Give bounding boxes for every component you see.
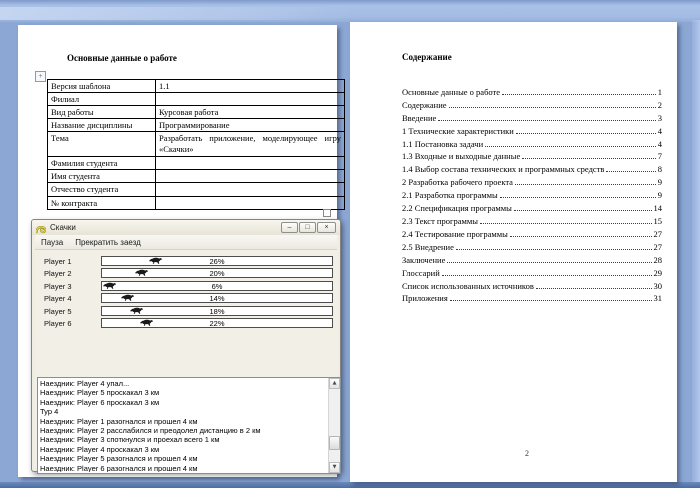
toc-entry-title: Введение xyxy=(402,112,437,123)
table-cell-value: Программирование xyxy=(156,119,345,132)
maximize-button[interactable] xyxy=(299,222,316,233)
dot-leader xyxy=(515,184,656,185)
log-line: Наездник: Player 6 разогнался и прошел 4 км xyxy=(40,463,198,472)
player-label: Player 5 xyxy=(44,306,72,316)
player-progress-value: 22% xyxy=(209,319,225,328)
toc-entry[interactable] xyxy=(402,278,662,291)
toc-entry-page: 31 xyxy=(653,293,662,304)
table-row xyxy=(48,119,345,132)
toc-entry-page: 1 xyxy=(657,86,662,97)
toc-entry-title: 2.2 Спецификация программы xyxy=(402,203,512,214)
dot-leader xyxy=(516,133,656,134)
player-label: Player 2 xyxy=(44,268,72,278)
toc-entry[interactable] xyxy=(402,226,662,239)
table-resize-handle[interactable] xyxy=(323,209,331,217)
table-row xyxy=(48,170,345,183)
table-cell-value xyxy=(156,183,345,197)
table-row xyxy=(48,93,345,106)
player-progress-value: 20% xyxy=(209,269,225,278)
log-line: Наездник: Player 5 проскакал 3 км xyxy=(40,388,160,398)
player-progress-value: 18% xyxy=(209,307,225,316)
toc-entry-page: 27 xyxy=(653,241,662,252)
toc-entry-title: Содержание xyxy=(402,99,447,110)
window-controls xyxy=(281,222,336,233)
toc-entry-page: 29 xyxy=(653,267,662,278)
dot-leader xyxy=(510,236,652,237)
player-progress-track xyxy=(101,318,333,328)
race-window xyxy=(31,219,341,472)
toc-entry-page: 4 xyxy=(657,138,662,149)
toc-entry-page: 15 xyxy=(653,215,662,226)
toc-entry-title: 2 Разработка рабочего проекта xyxy=(402,177,513,188)
dot-leader xyxy=(456,249,652,250)
toc-entry-page: 14 xyxy=(653,203,662,214)
toc-entry-title: 2.3 Текст программы xyxy=(402,215,478,226)
player-row xyxy=(35,292,333,304)
player-progress-track xyxy=(101,281,333,291)
toc-entry-page: 28 xyxy=(653,254,662,265)
minimize-button[interactable] xyxy=(281,222,298,233)
toc-heading: Содержание xyxy=(402,52,452,62)
dot-leader xyxy=(536,288,652,289)
dot-leader xyxy=(514,210,652,211)
toc-entry[interactable] xyxy=(402,174,662,187)
toc-entry[interactable] xyxy=(402,265,662,278)
toc-list xyxy=(402,84,662,303)
app-icon xyxy=(36,223,46,233)
toc-entry-title: Приложения xyxy=(402,293,448,304)
page-number: 2 xyxy=(525,449,529,458)
player-progress-track xyxy=(101,306,333,316)
table-cell-value xyxy=(156,93,345,106)
toc-entry-page: 8 xyxy=(657,164,662,175)
table-cell-label: Отчество студента xyxy=(48,183,156,197)
log-line: Наездник: Player 2 расслабился и преодолел дистанцию в 2 км xyxy=(40,426,261,436)
log-line: Наездник: Player 4 упал... xyxy=(40,379,130,388)
dot-leader xyxy=(450,300,652,301)
dot-leader xyxy=(449,107,656,108)
toc-entry-page: 7 xyxy=(657,151,662,162)
toc-entry-title: 1.1 Постановка задачи xyxy=(402,138,484,149)
player-row xyxy=(35,267,333,279)
table-cell-label: Фамилия студента xyxy=(48,157,156,170)
toc-entry-title: 1.3 Входные и выходные данные xyxy=(402,151,521,162)
race-window-titlebar[interactable] xyxy=(32,220,340,235)
table-cell-value xyxy=(156,157,345,170)
toc-entry-title: 2.5 Внедрение xyxy=(402,241,454,252)
table-row xyxy=(48,197,345,210)
table-cell-label: Версия шаблона xyxy=(48,80,156,93)
race-log-text xyxy=(40,379,326,472)
toc-entry[interactable] xyxy=(402,252,662,265)
toc-entry-title: Заключение xyxy=(402,254,446,265)
toc-entry[interactable] xyxy=(402,84,662,97)
toc-entry[interactable] xyxy=(402,200,662,213)
player-progress-track xyxy=(101,293,333,303)
player-row xyxy=(35,280,333,292)
window-title: Скачки xyxy=(50,222,76,232)
toc-entry[interactable] xyxy=(402,161,662,174)
scroll-up-button[interactable] xyxy=(329,378,340,389)
dot-leader xyxy=(500,197,656,198)
race-client-area xyxy=(35,250,337,472)
toc-entry[interactable] xyxy=(402,213,662,226)
page1-title: Основные данные о работе xyxy=(67,53,177,63)
background-bottom-strip xyxy=(0,482,700,488)
player-progress-track xyxy=(101,256,333,266)
race-log[interactable] xyxy=(37,377,341,474)
log-scrollbar[interactable] xyxy=(328,378,340,473)
toc-entry-page: 9 xyxy=(657,177,662,188)
toc-entry[interactable] xyxy=(402,136,662,149)
player-row xyxy=(35,317,333,329)
arrow-up-icon: ▲ xyxy=(332,380,337,386)
log-line: Тур 4 xyxy=(40,407,59,417)
toc-entry-title: 2.4 Тестирование программы xyxy=(402,228,508,239)
toc-entry-page: 3 xyxy=(657,112,662,123)
toc-entry-page: 4 xyxy=(657,125,662,136)
player-label: Player 1 xyxy=(44,256,72,266)
toc-entry-page: 30 xyxy=(653,280,662,291)
toc-entry-title: 2.1 Разработка программы xyxy=(402,190,498,201)
scroll-thumb[interactable] xyxy=(329,436,340,450)
toc-entry-page: 2 xyxy=(657,99,662,110)
scroll-down-button[interactable] xyxy=(329,462,340,473)
player-row xyxy=(35,255,333,267)
table-cell-value: Разработать приложение, моделирующее игру «Скачки» xyxy=(156,132,345,157)
table-cell-label: № контракта xyxy=(48,197,156,210)
log-line: Наездник: Player 4 проскакал 3 км xyxy=(40,444,160,454)
minimize-icon: – xyxy=(287,224,292,231)
table-row xyxy=(48,80,345,93)
maximize-icon: □ xyxy=(305,224,310,231)
table-cell-value: 1.1 xyxy=(156,80,345,93)
toc-entry[interactable] xyxy=(402,187,662,200)
player-progress-track xyxy=(101,268,333,278)
toc-entry[interactable] xyxy=(402,291,662,304)
dot-leader xyxy=(606,171,655,172)
toc-entry[interactable] xyxy=(402,110,662,123)
document-page-2 xyxy=(350,22,677,482)
table-cell-value xyxy=(156,170,345,183)
toc-entry-title: 1.4 Выбор состава технических и программных средств xyxy=(402,164,605,175)
background-highlight xyxy=(0,7,350,20)
menu-pause[interactable]: Пауза xyxy=(41,237,64,247)
toc-entry[interactable] xyxy=(402,123,662,136)
player-label: Player 4 xyxy=(44,293,72,303)
toc-entry[interactable] xyxy=(402,239,662,252)
dot-leader xyxy=(485,146,656,147)
toc-entry-title: Глоссарий xyxy=(402,267,440,278)
table-move-handle[interactable] xyxy=(35,71,46,82)
player-progress-value: 26% xyxy=(209,257,225,266)
toc-entry[interactable] xyxy=(402,97,662,110)
background-right-strip xyxy=(692,20,700,482)
close-button[interactable] xyxy=(317,222,336,233)
table-cell-label: Вид работы xyxy=(48,106,156,119)
log-line: Наездник: Player 3 споткнулся и проехал всего 1 км xyxy=(40,435,220,445)
toc-entry[interactable] xyxy=(402,149,662,162)
table-row xyxy=(48,132,345,157)
dot-leader xyxy=(438,120,655,121)
dot-leader xyxy=(447,262,651,263)
table-cell-value: Курсовая работа xyxy=(156,106,345,119)
arrow-down-icon: ▼ xyxy=(332,464,337,470)
close-icon: × xyxy=(324,224,329,231)
table-cell-label: Название дисциплины xyxy=(48,119,156,132)
table-cell-label: Имя студента xyxy=(48,170,156,183)
log-line: Наездник: Player 6 проскакал 3 км xyxy=(40,397,160,407)
dot-leader xyxy=(442,275,652,276)
toc-entry-page: 27 xyxy=(653,228,662,239)
log-line: Наездник: Player 5 разогнался и прошел 4 км xyxy=(40,454,198,464)
toc-entry-title: Список использованных источников xyxy=(402,280,534,291)
dot-leader xyxy=(522,158,656,159)
log-line: Наездник: Player 1 разогнался и прошел 4 км xyxy=(40,416,198,426)
player-progress-value: 6% xyxy=(211,282,223,291)
race-window-menubar xyxy=(35,235,337,250)
player-progress-value: 14% xyxy=(209,294,225,303)
table-cell-label: Филиал xyxy=(48,93,156,106)
table-cell-value xyxy=(156,197,345,210)
player-label: Player 6 xyxy=(44,318,72,328)
dot-leader xyxy=(480,223,652,224)
toc-entry-title: Основные данные о работе xyxy=(402,86,501,97)
player-row xyxy=(35,305,333,317)
dot-leader xyxy=(502,94,656,95)
player-label: Player 3 xyxy=(44,281,72,291)
menu-stop-race[interactable]: Прекратить заезд xyxy=(75,237,141,247)
toc-entry-page: 9 xyxy=(657,190,662,201)
work-data-table xyxy=(47,79,345,210)
table-row xyxy=(48,106,345,119)
table-cell-label: Тема xyxy=(48,132,156,157)
table-row xyxy=(48,157,345,170)
move-cross-icon: + xyxy=(38,72,43,80)
table-row xyxy=(48,183,345,197)
toc-entry-title: 1 Технические характеристики xyxy=(402,125,514,136)
